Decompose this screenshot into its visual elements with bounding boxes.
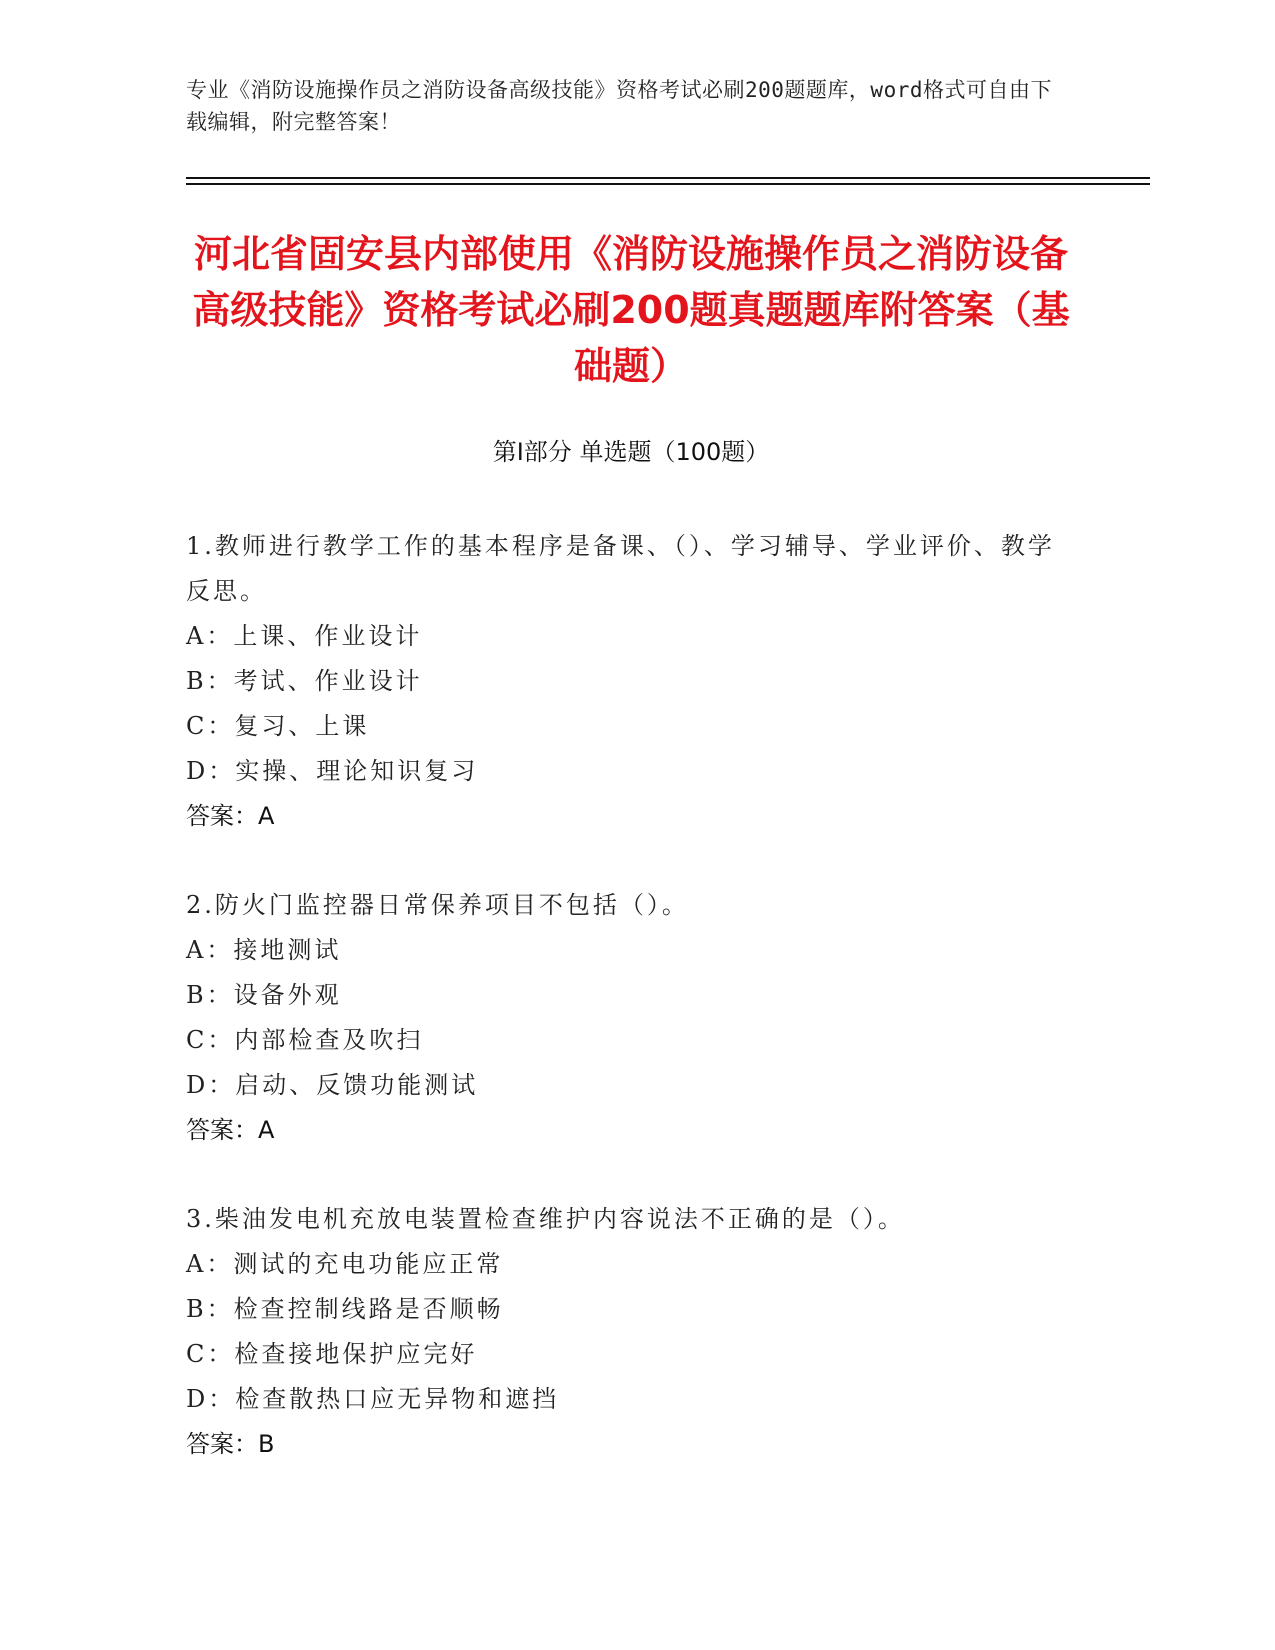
option-a: A：接地测试 (186, 936, 342, 964)
section-title: 第Ⅰ部分 单选题（100题） (492, 438, 770, 466)
header-divider-bottom (186, 183, 1150, 185)
question-list (186, 524, 1066, 1511)
option-a: A：测试的充电功能应正常 (186, 1250, 504, 1278)
option-c: C：检查接地保护应完好 (186, 1340, 478, 1368)
option-d: D：实操、理论知识复习 (186, 757, 479, 785)
option-c: C：复习、上课 (186, 712, 370, 740)
answer-line: 答案：A (186, 802, 275, 830)
answer-line: 答案：B (186, 1430, 275, 1458)
option-b: B：检查控制线路是否顺畅 (186, 1295, 504, 1323)
question-2 (186, 883, 1066, 1153)
answer-line: 答案：A (186, 1116, 275, 1144)
question-stem: 1.教师进行教学工作的基本程序是备课、（）、学习辅导、学业评价、教学反思。 (186, 532, 1055, 605)
option-c: C：内部检查及吹扫 (186, 1026, 424, 1054)
option-b: B：考试、作业设计 (186, 667, 423, 695)
header-note: 专业《消防设施操作员之消防设备高级技能》资格考试必刷200题题库，word格式可自由下载编辑，附完整答案！ (186, 78, 1052, 134)
option-d: D：启动、反馈功能测试 (186, 1071, 479, 1099)
document-title: 河北省固安县内部使用《消防设施操作员之消防设备高级技能》资格考试必刷200题真题题库附答案（基础题） (192, 232, 1070, 388)
option-d: D：检查散热口应无异物和遮挡 (186, 1385, 560, 1413)
question-3 (186, 1197, 1066, 1467)
option-a: A：上课、作业设计 (186, 622, 423, 650)
option-b: B：设备外观 (186, 981, 342, 1009)
question-stem: 2.防火门监控器日常保养项目不包括（）。 (186, 891, 689, 919)
question-1 (186, 524, 1066, 839)
question-stem: 3.柴油发电机充放电装置检查维护内容说法不正确的是（）。 (186, 1205, 905, 1233)
header-divider-top (186, 177, 1150, 179)
